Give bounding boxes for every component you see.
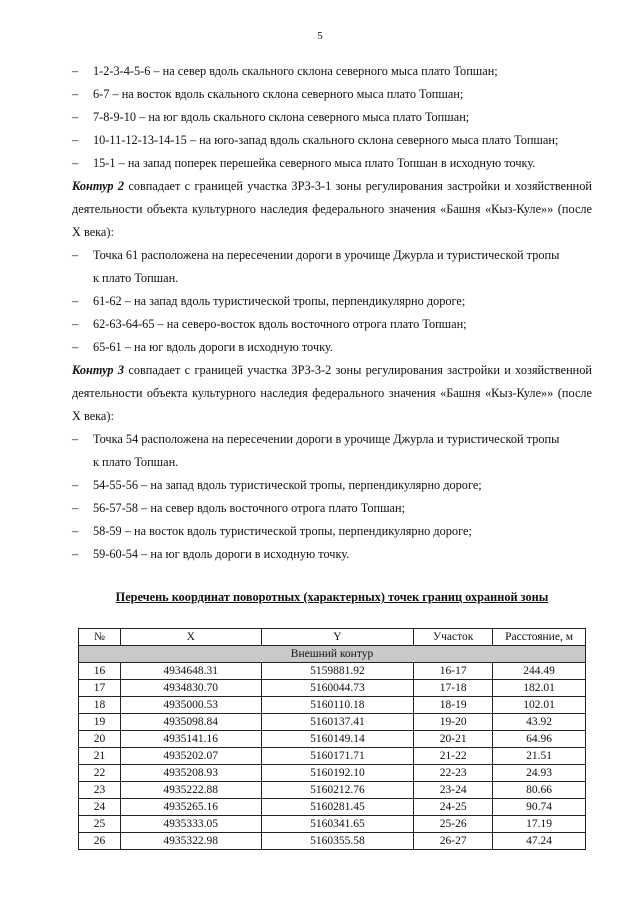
- table-row: [79, 765, 586, 782]
- cell-y: 5160110.18: [261, 697, 414, 714]
- cell-section: 18-19: [414, 697, 493, 714]
- cell-number: 26: [79, 833, 121, 850]
- cell-y: 5160341.65: [261, 816, 414, 833]
- cell-number: 17: [79, 680, 121, 697]
- cell-y: 5160044.73: [261, 680, 414, 697]
- cell-y: 5159881.92: [261, 663, 414, 680]
- contour-2-text: совпадает с границей участка ЗРЗ-3-1 зоны регулирования застройки и хозяйственной деятельности объекта культурного наследия федерального значения «Башня «Кыз-Куле»» (после X века):: [72, 179, 592, 239]
- cell-x: 4934648.31: [120, 663, 261, 680]
- cell-section: 22-23: [414, 765, 493, 782]
- cell-number: 18: [79, 697, 121, 714]
- table-header-row: [79, 629, 586, 646]
- cell-y: 5160192.10: [261, 765, 414, 782]
- list-item: – 7-8-9-10 – на юг вдоль скального склона северного мыса плато Топшан;: [72, 106, 592, 129]
- list-item: – 1-2-3-4-5-6 – на север вдоль скального склона северного мыса плато Топшан;: [72, 60, 592, 83]
- cell-x: 4935000.53: [120, 697, 261, 714]
- list-item: – 15-1 – на запад поперек перешейка северного мыса плато Топшан в исходную точку.: [72, 152, 592, 175]
- cell-section: 25-26: [414, 816, 493, 833]
- cell-distance: 244.49: [493, 663, 586, 680]
- table-row: [79, 714, 586, 731]
- cell-number: 22: [79, 765, 121, 782]
- table-row: [79, 782, 586, 799]
- cell-x: 4934830.70: [120, 680, 261, 697]
- list-item: – 6-7 – на восток вдоль скального склона северного мыса плато Топшан;: [72, 83, 592, 106]
- cell-x: 4935098.84: [120, 714, 261, 731]
- cell-number: 23: [79, 782, 121, 799]
- list-item: – 61-62 – на запад вдоль туристической тропы, перпендикулярно дороге;: [72, 290, 592, 313]
- list-item: – 10-11-12-13-14-15 – на юго-запад вдоль скального склона северного мыса плато Топшан;: [72, 129, 592, 152]
- outer-contour-label: Внешний контур: [79, 646, 586, 663]
- table-row: [79, 731, 586, 748]
- table-subheader-row: [79, 646, 586, 663]
- table-row: [79, 680, 586, 697]
- list-item-line: – Точка 61 расположена на пересечении дороги в урочище Джурла и туристической тропы: [93, 248, 560, 262]
- cell-distance: 182.01: [493, 680, 586, 697]
- cell-x: 4935265.16: [120, 799, 261, 816]
- cell-number: 21: [79, 748, 121, 765]
- list-item-line: к плато Топшан.: [93, 271, 179, 285]
- list-item: – 58-59 – на восток вдоль туристической тропы, перпендикулярно дороге;: [72, 520, 592, 543]
- cell-section: 17-18: [414, 680, 493, 697]
- table-row: [79, 697, 586, 714]
- table-title: Перечень координат поворотных (характерных) точек границ охранной зоны: [115, 590, 549, 604]
- contour-2-label: Контур 2: [72, 179, 125, 193]
- table-row: [79, 663, 586, 680]
- cell-distance: 64.96: [493, 731, 586, 748]
- cell-distance: 90.74: [493, 799, 586, 816]
- cell-distance: 24.93: [493, 765, 586, 782]
- column-header-y: Y: [261, 629, 414, 646]
- list-item: – 62-63-64-65 – на северо-восток вдоль восточного отрога плато Топшан;: [72, 313, 592, 336]
- cell-x: 4935333.05: [120, 816, 261, 833]
- cell-section: 24-25: [414, 799, 493, 816]
- list-item: [72, 428, 592, 474]
- cell-distance: 43.92: [493, 714, 586, 731]
- cell-distance: 21.51: [493, 748, 586, 765]
- cell-y: 5160171.71: [261, 748, 414, 765]
- list-item: – 54-55-56 – на запад вдоль туристической тропы, перпендикулярно дороге;: [72, 474, 592, 497]
- list-item: [72, 244, 592, 290]
- cell-number: 24: [79, 799, 121, 816]
- cell-section: 16-17: [414, 663, 493, 680]
- table-body: [79, 663, 586, 850]
- cell-x: 4935322.98: [120, 833, 261, 850]
- list-item: – 65-61 – на юг вдоль дороги в исходную точку.: [72, 336, 592, 359]
- list-item-line: – Точка 54 расположена на пересечении дороги в урочище Джурла и туристической тропы: [93, 432, 560, 446]
- contour-2-paragraph: [72, 175, 592, 244]
- cell-distance: 102.01: [493, 697, 586, 714]
- cell-section: 19-20: [414, 714, 493, 731]
- cell-y: 5160149.14: [261, 731, 414, 748]
- cell-x: 4935208.93: [120, 765, 261, 782]
- table-row: [79, 799, 586, 816]
- cell-distance: 47.24: [493, 833, 586, 850]
- cell-section: 20-21: [414, 731, 493, 748]
- cell-y: 5160355.58: [261, 833, 414, 850]
- list-item: – 59-60-54 – на юг вдоль дороги в исходную точку.: [72, 543, 592, 566]
- cell-section: 23-24: [414, 782, 493, 799]
- cell-y: 5160281.45: [261, 799, 414, 816]
- cell-number: 20: [79, 731, 121, 748]
- cell-distance: 80.66: [493, 782, 586, 799]
- contour-3-label: Контур 3: [72, 363, 125, 377]
- document-body: [72, 60, 592, 566]
- column-header-section: Участок: [414, 629, 493, 646]
- cell-number: 16: [79, 663, 121, 680]
- contour-3-paragraph: [72, 359, 592, 428]
- table-row: [79, 816, 586, 833]
- cell-distance: 17.19: [493, 816, 586, 833]
- list-item-line: к плато Топшан.: [93, 455, 179, 469]
- column-header-distance: Расстояние, м: [493, 629, 586, 646]
- cell-section: 26-27: [414, 833, 493, 850]
- column-header-number: №: [79, 629, 121, 646]
- cell-x: 4935222.88: [120, 782, 261, 799]
- cell-y: 5160137.41: [261, 714, 414, 731]
- cell-y: 5160212.76: [261, 782, 414, 799]
- contour-3-text: совпадает с границей участка ЗРЗ-3-2 зоны регулирования застройки и хозяйственной деятельности объекта культурного наследия федерального значения «Башня «Кыз-Куле»» (после X века):: [72, 363, 592, 423]
- cell-x: 4935202.07: [120, 748, 261, 765]
- coordinates-table: [78, 628, 586, 850]
- table-row: [79, 748, 586, 765]
- page-number: 5: [317, 30, 323, 42]
- cell-x: 4935141.16: [120, 731, 261, 748]
- column-header-x: X: [120, 629, 261, 646]
- cell-number: 25: [79, 816, 121, 833]
- cell-number: 19: [79, 714, 121, 731]
- table-row: [79, 833, 586, 850]
- list-item: – 56-57-58 – на север вдоль восточного отрога плато Топшан;: [72, 497, 592, 520]
- cell-section: 21-22: [414, 748, 493, 765]
